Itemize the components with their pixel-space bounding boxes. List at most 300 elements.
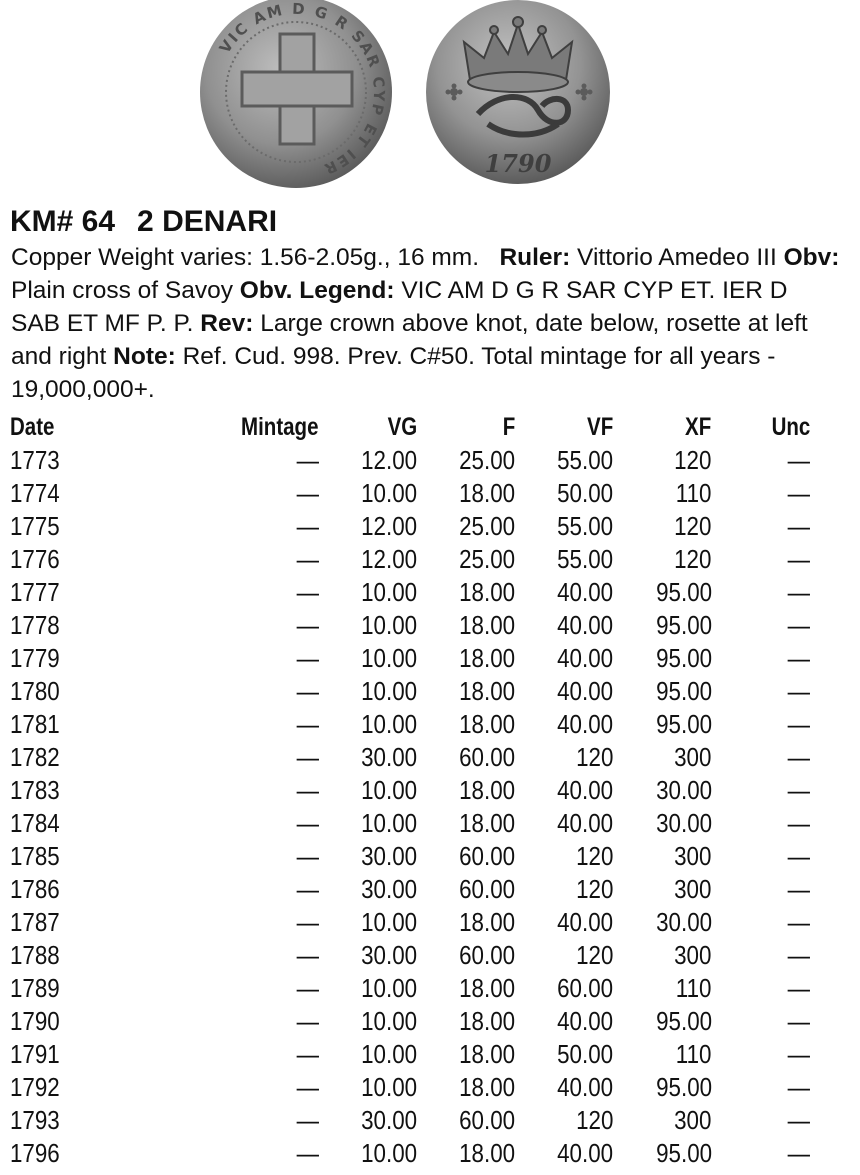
cell-vg-text: 12.00 [361, 544, 417, 574]
cell-vg [319, 1071, 417, 1104]
cell-f-text: 18.00 [459, 775, 516, 805]
cell-mintage-text: — [296, 841, 319, 871]
table-row [10, 675, 810, 708]
cell-f-text: 18.00 [459, 1138, 516, 1168]
cell-vg-text: 10.00 [361, 1072, 417, 1102]
cell-unc [712, 510, 810, 543]
cell-f-text: 18.00 [459, 1072, 516, 1102]
cell-mintage [120, 939, 318, 972]
cell-vf-text: 55.00 [557, 511, 614, 541]
cell-unc-text: — [787, 874, 810, 904]
cell-mintage-text: — [296, 709, 319, 739]
obverse-legend: VIC AM D G R SAR CYP ET IER [215, 0, 389, 179]
table-row [10, 741, 810, 774]
cell-vg [319, 741, 417, 774]
cell-f-text: 18.00 [459, 643, 516, 673]
cell-mintage-text: — [296, 544, 319, 574]
ruler-label: Ruler: [499, 244, 571, 271]
cell-unc-text: — [787, 841, 810, 871]
cell-vg-text: 10.00 [361, 709, 417, 739]
cell-vf-text: 120 [576, 940, 614, 970]
cell-vf [515, 1071, 613, 1104]
cell-f-text: 18.00 [459, 1039, 516, 1069]
cell-mintage [120, 873, 318, 906]
cell-date [10, 1137, 120, 1170]
denomination: 2 DENARI [137, 205, 278, 238]
table-row [10, 1005, 810, 1038]
rev-label: Rev: [200, 310, 254, 337]
table-row [10, 807, 810, 840]
cell-f [417, 477, 515, 510]
cell-unc-text: — [787, 775, 810, 805]
coin-reverse-image [418, 0, 618, 192]
cell-unc-text: — [787, 940, 810, 970]
cell-xf-text: 95.00 [655, 643, 712, 673]
cell-xf [613, 1005, 711, 1038]
cell-date-text: 1782 [10, 742, 60, 772]
cell-xf-text: 95.00 [655, 577, 712, 607]
cell-date [10, 1038, 120, 1071]
cell-mintage [120, 1071, 318, 1104]
cell-f-text: 60.00 [459, 841, 516, 871]
cell-mintage [120, 543, 318, 576]
cell-mintage-text: — [296, 742, 319, 772]
cell-vf [515, 675, 613, 708]
obv-legend-value: VIC AM D G R SAR CYP ET. IER D SAB ET MF P. P. [11, 277, 788, 337]
cell-vg [319, 939, 417, 972]
cell-unc [712, 708, 810, 741]
cell-date-text: 1778 [10, 610, 60, 640]
table-row [10, 906, 810, 939]
cell-mintage-text: — [296, 907, 319, 937]
cell-unc [712, 840, 810, 873]
cell-xf-text: 95.00 [655, 709, 712, 739]
cell-vf [515, 1005, 613, 1038]
cell-date-text: 1792 [10, 1072, 60, 1102]
cell-vg [319, 708, 417, 741]
coin-obverse-image [196, 0, 396, 192]
cell-f [417, 774, 515, 807]
column-header-vg: VG [387, 413, 417, 441]
cell-vg [319, 576, 417, 609]
cell-xf-text: 30.00 [655, 775, 712, 805]
cell-vg [319, 972, 417, 1005]
cell-xf-text: 95.00 [655, 1138, 712, 1168]
cell-f [417, 708, 515, 741]
cell-f [417, 1071, 515, 1104]
cell-xf-text: 120 [674, 511, 712, 541]
cell-vf [515, 873, 613, 906]
cell-vf-text: 120 [576, 874, 614, 904]
cell-date [10, 642, 120, 675]
cell-date-text: 1790 [10, 1006, 60, 1036]
cell-vf-text: 40.00 [557, 1072, 614, 1102]
cell-f-text: 18.00 [459, 709, 516, 739]
cell-xf [613, 444, 711, 477]
column-header-date: Date [10, 413, 55, 441]
cell-vg-text: 10.00 [361, 676, 417, 706]
cell-xf-text: 110 [676, 478, 712, 508]
cell-mintage [120, 609, 318, 642]
cell-unc [712, 609, 810, 642]
cell-mintage [120, 1137, 318, 1170]
cell-unc-text: — [787, 1039, 810, 1069]
price-table-header [10, 411, 810, 444]
cell-mintage [120, 708, 318, 741]
cell-vg [319, 1137, 417, 1170]
obv-legend-label: Obv. Legend: [239, 277, 395, 304]
cell-mintage-text: — [296, 1072, 319, 1102]
cell-unc [712, 642, 810, 675]
cell-vg [319, 873, 417, 906]
cell-vf [515, 906, 613, 939]
cell-date [10, 708, 120, 741]
cell-mintage-text: — [296, 676, 319, 706]
cell-unc-text: — [787, 973, 810, 1003]
cell-f [417, 939, 515, 972]
header-row [10, 411, 810, 444]
cell-f [417, 1005, 515, 1038]
cell-xf-text: 300 [674, 742, 712, 772]
cell-xf-text: 30.00 [655, 907, 712, 937]
cell-f [417, 906, 515, 939]
cell-f-text: 25.00 [459, 544, 516, 574]
table-row [10, 774, 810, 807]
cell-vf [515, 609, 613, 642]
cell-vg [319, 510, 417, 543]
metal-weight: Copper Weight varies: 1.56-2.05g., 16 mm. [11, 244, 480, 271]
cell-mintage [120, 972, 318, 1005]
obv-label: Obv: [783, 244, 840, 271]
cell-unc [712, 873, 810, 906]
cell-xf [613, 1104, 711, 1137]
cell-vf-text: 40.00 [557, 610, 614, 640]
cell-f-text: 25.00 [459, 511, 516, 541]
cell-date-text: 1780 [10, 676, 60, 706]
cell-mintage [120, 1104, 318, 1137]
cell-vf-text: 40.00 [557, 907, 614, 937]
column-header-vf: VF [587, 413, 614, 441]
cell-vg [319, 543, 417, 576]
table-row [10, 708, 810, 741]
cell-date [10, 609, 120, 642]
cell-vf-text: 40.00 [557, 676, 614, 706]
column-header-f: F [502, 413, 516, 441]
cell-xf [613, 906, 711, 939]
cell-vg-text: 10.00 [361, 610, 417, 640]
cell-mintage-text: — [296, 1105, 319, 1135]
cell-mintage-text: — [296, 940, 319, 970]
cell-unc-text: — [787, 643, 810, 673]
cell-date-text: 1786 [10, 874, 60, 904]
cell-vf [515, 543, 613, 576]
cell-vf-text: 40.00 [557, 1138, 614, 1168]
cell-xf [613, 1137, 711, 1170]
cell-xf [613, 1038, 711, 1071]
cell-xf-text: 95.00 [655, 1072, 712, 1102]
table-row [10, 444, 810, 477]
cell-vg [319, 444, 417, 477]
cell-vg [319, 840, 417, 873]
cell-mintage [120, 444, 318, 477]
cell-vg-text: 10.00 [361, 643, 417, 673]
cell-unc-text: — [787, 742, 810, 772]
cell-mintage [120, 741, 318, 774]
cell-vg [319, 1038, 417, 1071]
obv-value: Plain cross of Savoy [11, 277, 233, 304]
table-row [10, 609, 810, 642]
cell-date-text: 1791 [10, 1039, 60, 1069]
cell-xf [613, 774, 711, 807]
cell-unc [712, 444, 810, 477]
cell-mintage-text: — [296, 1138, 319, 1168]
cell-vg [319, 642, 417, 675]
reverse-svg [418, 0, 618, 192]
table-row [10, 543, 810, 576]
cell-unc-text: — [787, 478, 810, 508]
cell-vg-text: 30.00 [361, 940, 417, 970]
cell-xf [613, 510, 711, 543]
cell-vg-text: 30.00 [361, 841, 417, 871]
cell-vf [515, 1104, 613, 1137]
cell-mintage [120, 675, 318, 708]
cell-mintage-text: — [296, 577, 319, 607]
cell-vg [319, 675, 417, 708]
cell-vf [515, 741, 613, 774]
cell-vg-text: 10.00 [361, 478, 417, 508]
cell-unc [712, 906, 810, 939]
cell-xf [613, 939, 711, 972]
cell-vg [319, 1104, 417, 1137]
table-row [10, 1071, 810, 1104]
cell-date [10, 1071, 120, 1104]
cell-date [10, 1005, 120, 1038]
cell-xf-text: 95.00 [655, 676, 712, 706]
cell-date-text: 1779 [10, 643, 60, 673]
obverse-svg [196, 0, 396, 192]
entry-title [10, 205, 277, 239]
table-row [10, 1137, 810, 1170]
cell-vf [515, 774, 613, 807]
cell-date-text: 1783 [10, 775, 60, 805]
cell-f [417, 444, 515, 477]
cell-date-text: 1775 [10, 511, 60, 541]
cell-f [417, 840, 515, 873]
cell-date-text: 1789 [10, 973, 60, 1003]
cell-date [10, 774, 120, 807]
table-row [10, 939, 810, 972]
cell-mintage-text: — [296, 874, 319, 904]
cell-f [417, 741, 515, 774]
cell-date-text: 1785 [10, 841, 60, 871]
cell-vf-text: 40.00 [557, 808, 614, 838]
cell-unc [712, 939, 810, 972]
cell-date [10, 972, 120, 1005]
cell-mintage-text: — [296, 511, 319, 541]
cell-xf-text: 110 [676, 973, 712, 1003]
cell-date [10, 576, 120, 609]
cell-unc [712, 1038, 810, 1071]
cell-f [417, 1104, 515, 1137]
cell-date-text: 1796 [10, 1138, 60, 1168]
cell-vf [515, 972, 613, 1005]
ruler-value: Vittorio Amedeo III [577, 244, 777, 271]
cell-unc [712, 1071, 810, 1104]
cell-date [10, 543, 120, 576]
cell-vf-text: 40.00 [557, 577, 614, 607]
cell-unc [712, 543, 810, 576]
cell-mintage [120, 642, 318, 675]
cell-mintage-text: — [296, 610, 319, 640]
cell-vg-text: 10.00 [361, 1138, 417, 1168]
cell-unc [712, 1137, 810, 1170]
cell-vg-text: 10.00 [361, 808, 417, 838]
cell-unc-text: — [787, 1105, 810, 1135]
cell-unc [712, 1104, 810, 1137]
cell-unc-text: — [787, 676, 810, 706]
cell-xf-text: 95.00 [655, 610, 712, 640]
cell-f-text: 18.00 [459, 808, 516, 838]
cell-xf [613, 576, 711, 609]
cell-xf-text: 300 [674, 874, 712, 904]
cell-date-text: 1777 [10, 577, 60, 607]
cell-xf [613, 477, 711, 510]
cell-vf [515, 510, 613, 543]
cell-unc-text: — [787, 709, 810, 739]
cell-date-text: 1774 [10, 478, 60, 508]
cell-unc-text: — [787, 445, 810, 475]
cell-f-text: 18.00 [459, 973, 516, 1003]
cell-xf [613, 543, 711, 576]
cell-mintage [120, 510, 318, 543]
price-table [10, 411, 810, 1170]
cell-vf [515, 939, 613, 972]
column-header-mintage: Mintage [241, 413, 319, 441]
coin-description [11, 241, 841, 406]
cell-vf-text: 40.00 [557, 775, 614, 805]
cell-vg-text: 10.00 [361, 973, 417, 1003]
cell-f-text: 60.00 [459, 1105, 516, 1135]
cell-unc-text: — [787, 1072, 810, 1102]
cell-xf [613, 642, 711, 675]
cell-mintage [120, 1005, 318, 1038]
cell-mintage-text: — [296, 478, 319, 508]
cell-f [417, 576, 515, 609]
cell-xf-text: 110 [676, 1039, 712, 1069]
reverse-date: 1790 [484, 149, 552, 178]
cell-mintage-text: — [296, 775, 319, 805]
cell-date [10, 675, 120, 708]
cell-xf-text: 300 [674, 1105, 712, 1135]
cell-f [417, 873, 515, 906]
column-header-xf: XF [685, 413, 712, 441]
cell-unc [712, 972, 810, 1005]
cell-vf [515, 807, 613, 840]
cell-date [10, 807, 120, 840]
cell-date [10, 1104, 120, 1137]
cell-f-text: 60.00 [459, 940, 516, 970]
cell-unc-text: — [787, 1006, 810, 1036]
cell-vf-text: 50.00 [557, 478, 614, 508]
table-row [10, 873, 810, 906]
cell-unc-text: — [787, 1138, 810, 1168]
cell-vg-text: 30.00 [361, 742, 417, 772]
cell-vg [319, 1005, 417, 1038]
cell-date [10, 444, 120, 477]
cell-xf-text: 120 [674, 544, 712, 574]
cell-f-text: 18.00 [459, 577, 516, 607]
cell-unc-text: — [787, 907, 810, 937]
cell-f-text: 18.00 [459, 907, 516, 937]
cell-mintage-text: — [296, 808, 319, 838]
cell-unc-text: — [787, 808, 810, 838]
cell-date-text: 1793 [10, 1105, 60, 1135]
cell-f [417, 609, 515, 642]
cell-mintage [120, 774, 318, 807]
cell-vf [515, 1137, 613, 1170]
cell-f-text: 18.00 [459, 478, 516, 508]
cell-date-text: 1773 [10, 445, 60, 475]
cell-vf-text: 120 [576, 1105, 614, 1135]
table-row [10, 840, 810, 873]
cell-vg [319, 906, 417, 939]
price-table-body [10, 444, 810, 1170]
cell-vg-text: 12.00 [361, 511, 417, 541]
coin-images [196, 0, 616, 196]
cell-vg-text: 10.00 [361, 1039, 417, 1069]
cell-unc-text: — [787, 544, 810, 574]
cell-unc [712, 807, 810, 840]
cell-f [417, 543, 515, 576]
cell-f-text: 60.00 [459, 742, 516, 772]
cell-vg [319, 477, 417, 510]
cell-vf-text: 40.00 [557, 643, 614, 673]
cell-f [417, 1137, 515, 1170]
cell-vf-text: 120 [576, 841, 614, 871]
cell-date [10, 477, 120, 510]
cell-date [10, 840, 120, 873]
cell-date-text: 1788 [10, 940, 60, 970]
cell-vf [515, 444, 613, 477]
cell-vf [515, 576, 613, 609]
cell-vf [515, 1038, 613, 1071]
cell-date-text: 1787 [10, 907, 60, 937]
cell-mintage [120, 477, 318, 510]
cell-unc [712, 741, 810, 774]
cell-f [417, 807, 515, 840]
cell-vg [319, 807, 417, 840]
cell-mintage-text: — [296, 445, 319, 475]
cell-date-text: 1776 [10, 544, 60, 574]
table-row [10, 972, 810, 1005]
cell-mintage [120, 807, 318, 840]
cell-mintage-text: — [296, 1039, 319, 1069]
cell-xf [613, 807, 711, 840]
cell-xf [613, 840, 711, 873]
cell-mintage-text: — [296, 973, 319, 1003]
cell-mintage [120, 906, 318, 939]
cell-vf-text: 40.00 [557, 1006, 614, 1036]
cell-f [417, 675, 515, 708]
cell-date [10, 741, 120, 774]
cell-mintage-text: — [296, 643, 319, 673]
cell-unc-text: — [787, 610, 810, 640]
table-row [10, 1038, 810, 1071]
cell-vf-text: 60.00 [557, 973, 614, 1003]
cell-xf [613, 708, 711, 741]
table-row [10, 1104, 810, 1137]
cell-vf-text: 55.00 [557, 544, 614, 574]
